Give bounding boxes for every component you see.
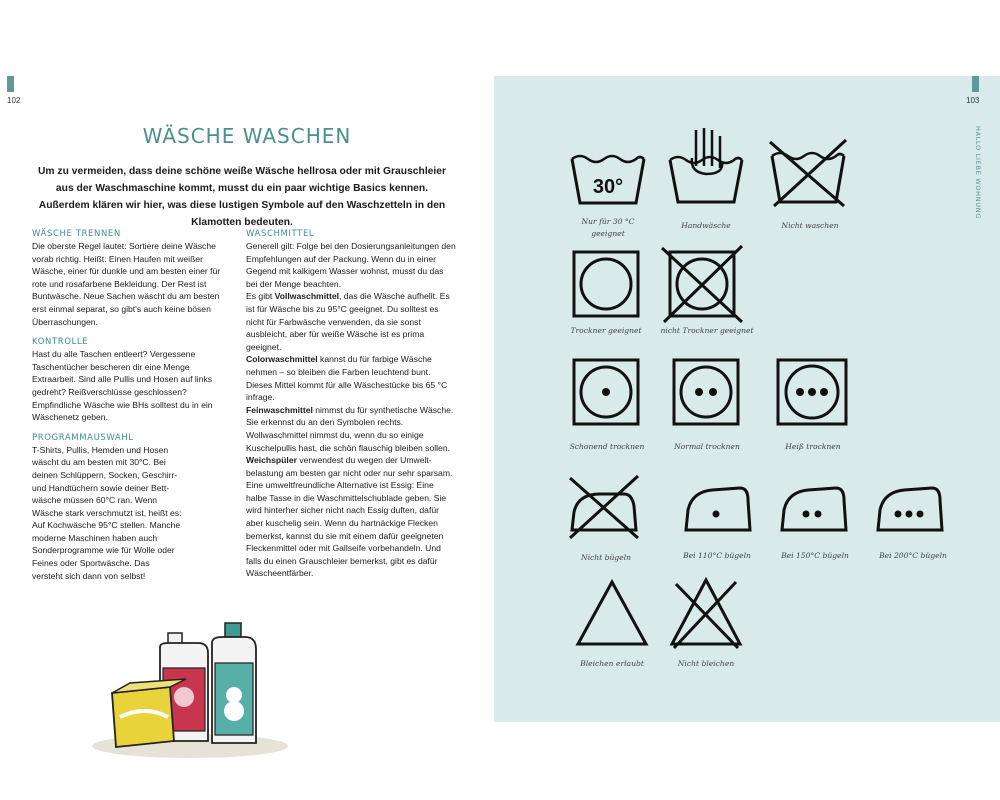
right-page [494,76,1000,722]
section-text-kontrolle: Hast du alle Taschen entleert? Vergessene Taschentücher bescheren dir eine Menge Extraarbeit. Sind alle Pullis und Hosen auf links gedreht? Reißverschlüsse geschlossen? Empfindliche Wäsche wie BHs solltest du in ein Wäschenetz geben. [32,349,213,423]
iron-110-icon [682,472,754,536]
caption-no-bleach: Nicht bleichen [677,659,735,668]
caption-dry-normal: Normal trocknen [674,442,740,451]
dryer-icon [570,248,642,320]
page-tab-right [972,76,979,92]
running-head: HALLO LIEBE WOHNUNG [974,126,982,220]
bleach-icon [574,578,650,648]
no-dryer-icon [658,244,746,324]
detergent-illustration [90,613,300,766]
hand-wash-icon [666,126,746,208]
left-page [0,76,494,722]
section-heading-kontrolle: KONTROLLE [32,337,89,348]
wash-30-icon [568,151,648,209]
section-heading-programmauswahl: PROGRAMMAUSWAHL [32,432,134,443]
intro-paragraph: Um zu vermeiden, dass deine schöne weiße Wäsche hellrosa oder mit Grauschleier aus der Waschmaschine kommt, musst du ein paar wichtige Basics kennen. Außerdem klären wir hier, was diese lustigen Symbole auf den Waschzetteln in den Klamotten bedeuten. [37,166,446,228]
caption-bleach: Bleichen erlaubt [580,659,644,668]
teal-bottle-icon [212,623,256,743]
left-column [32,228,232,582]
page-number-right: 103 [966,96,980,105]
caption-wash-30: Nur für 30 °C geeignet [581,217,635,238]
caption-dryer: Trockner geeignet [570,326,642,335]
caption-iron-200: Bei 200°C bügeln [879,551,947,560]
section-text-waesche-trennen: Die oberste Regel lautet: Sortiere deine Wäsche vorab richtig. Heißt: Einen Haufen mit weißer Wäsche, einer für dunkle und am besten einer für rote und rosafarbene Bekleidung. Der Rest ist Buntwäsche. Neue Sachen wäscht du am besten erst einmal separat, so gibt's auch keine bösen Überraschungen. [32,241,221,327]
waschmittel-p1: Generell gilt: Folge bei den Dosierungsanleitungen den Empfehlungen auf der Packung. Wenn du in einer Gegend mit kalkigem Wasser wohnst, musst du das bei der Menge beachten. [246,241,456,289]
section-text-programmauswahl: T-Shirts, Pullis, Hemden und Hosen wäscht du am besten mit 30°C. Bei deinen Schlüppern, Socken, Geschirr- und Handtüchern sowie deiner Bettwäsche müssen 60°C ran. Wenn Wäsche stark verschmutzt ist, heißt es: Auf Kochwäsche 95°C stellen. Manche moderne Maschinen haben auch Sonderprogramme wie für Wolle oder Feines oder Sportwäsche. Das versteht sich dann von selbst! [32,444,182,581]
caption-iron-150: Bei 150°C bügeln [781,551,849,560]
right-column [246,228,456,580]
svg-text:30°: 30° [592,176,624,198]
iron-150-icon [778,472,850,536]
waschmittel-p2: Es gibt Vollwaschmittel, das die Wäsche aufhellt. Es ist für Wäsche bis zu 95°C geeignet. Du solltest es nicht für Farbwäsche verwenden, da sie sonst ausbleicht, aber für weiße Wäsche ist es prima geeignet. [246,291,450,352]
caption-no-dryer: nicht Trockner geeignet [660,326,754,335]
dry-gentle-icon [570,356,642,428]
caption-no-wash: Nicht waschen [781,221,839,230]
section-heading-waschmittel: WASCHMITTEL [246,229,315,239]
waschmittel-p3: Colorwaschmittel kannst du für farbige Wäsche nehmen – so bleiben die Farben leuchtend bunt. Dieses Mittel kommt für alle Wäschestücke bis 65 °C infrage. [246,354,448,403]
page-title: WÄSCHE WASCHEN [142,124,352,148]
waschmittel-p4: Feinwaschmittel nimmst du für synthetische Wäsche. Sie erkennst du an den Symbolen rechts. Wollwaschmittel nimmst du, wenn du so einige Kuschelpullis hast, die schön flauschig bleiben sollen. [246,404,454,453]
caption-no-iron: Nicht bügeln [580,553,632,562]
page-number-left: 102 [7,96,21,105]
dry-hot-icon [774,356,850,428]
caption-iron-110: Bei 110°C bügeln [683,551,751,560]
iron-200-icon [874,472,946,536]
no-bleach-icon [666,576,746,650]
dry-normal-icon [670,356,742,428]
waschmittel-p5: Weichspüler verwendest du wegen der Umweltbelastung am besten gar nicht oder nur sehr sparsam. Eine umweltfreundliche Alternative ist Essig: Eine halbe Tasse in die Waschmittelschublade geben. Sie wird hinterher sicher nicht nach Essig duften, dafür aber kuschelig sein. Wenn du hartnäckige Flecken bemerkst, kannst du sie mit einem dafür geeigneten Fleckenmittel oder mit Gallseife vorbehandeln. Und falls du einen Grauschleier bemerkst, gibt es dafür Wäscheentfärber. [246,455,453,579]
section-heading-waesche-trennen: WÄSCHE TRENNEN [32,229,121,239]
caption-dry-hot: Heiß trocknen [785,442,841,451]
caption-dry-gentle: Schonend trocknen [569,442,645,451]
caption-hand-wash: Handwäsche [681,221,731,230]
page-tab-left [7,76,14,92]
no-wash-icon [766,138,850,208]
no-iron-icon [564,472,644,542]
